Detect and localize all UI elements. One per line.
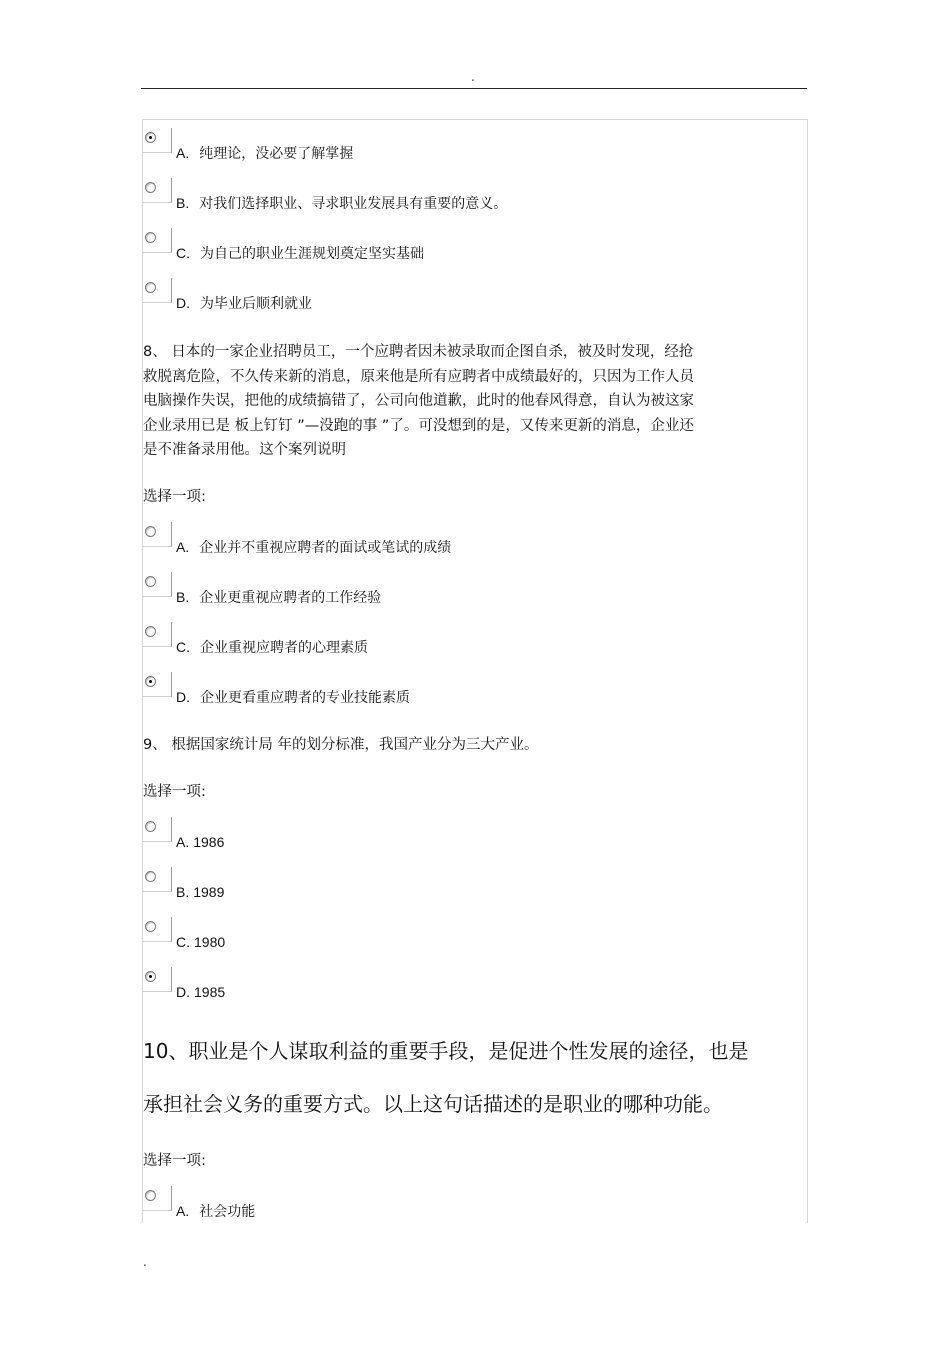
radio-unchecked-icon[interactable] [145,282,156,293]
option-text: 1985 [194,984,226,1000]
radio-frame [143,178,172,203]
q8-line: 救脱离危险，不久传来新的消息，原来他是所有应聘者中成绩最好的，只因为工作人员 [143,368,694,385]
option-text: 企业更重视应聘者的工作经验 [199,590,382,606]
radio-unchecked-icon[interactable] [145,182,156,193]
radio-unchecked-icon[interactable] [145,871,156,882]
radio-unchecked-icon[interactable] [145,1190,156,1201]
option-letter: C. [176,639,190,655]
q10-line: 承担社会义务的重要方式。以上这句话描述的是职业的哪种功能。 [143,1092,723,1116]
option-text: 企业并不重视应聘者的面试或笔试的成绩 [199,540,452,556]
radio-frame [143,128,172,153]
q8-question-text [143,340,694,463]
option-label[interactable] [176,244,424,263]
option-letter: A. [176,145,190,161]
q8-line: 8、 日本的一家企业招聘员工，一个应聘者因未被录取而企图自杀，被及时发现，经抢 [143,344,694,360]
q8-prompt: 选择一项: [143,489,206,505]
q10-line: 10、职业是个人谋取利益的重要手段，是促进个性发展的途径，也是 [143,1039,749,1063]
option-label[interactable] [176,194,507,213]
option-text: 1989 [193,884,225,900]
q10-question-text [143,1025,748,1131]
radio-frame [143,622,172,647]
radio-unchecked-icon[interactable] [145,576,156,587]
option-label[interactable] [176,588,381,607]
q9-prompt: 选择一项: [143,784,206,800]
radio-frame [143,867,172,892]
option-letter: A. [176,539,190,555]
option-letter: A. [176,1203,190,1219]
option-text: 企业更看重应聘者的专业技能素质 [200,690,410,706]
option-text: 企业重视应聘者的心理素质 [200,640,368,656]
option-letter: B. [176,195,190,211]
option-label[interactable] [176,883,224,902]
q8-line: 电脑操作失误，把他的成绩搞错了，公司向他道歉，此时的他春风得意，自认为被这家 [143,393,694,409]
radio-checked-icon[interactable] [145,676,156,687]
option-letter: B. [176,589,190,605]
option-letter: D. [176,689,190,705]
radio-frame [143,1186,172,1211]
option-text: 为毕业后顺利就业 [200,296,312,312]
radio-unchecked-icon[interactable] [145,821,156,832]
q10-prompt: 选择一项: [143,1153,206,1169]
q9-line: 9、 根据国家统计局 年的划分标准，我国产业分为三大产业。 [143,737,539,753]
option-label[interactable] [176,144,353,163]
option-label[interactable] [176,933,225,952]
radio-frame [143,522,172,547]
option-text: 为自己的职业生涯规划奠定坚实基础 [200,246,424,262]
q8-line: 企业录用已是 板上钉钉 ”—没跑的事 ”了。可没想到的是，又传来更新的消息，企业还 [143,417,694,434]
radio-frame [143,572,172,597]
option-letter: C. [176,934,190,950]
option-label[interactable] [176,833,224,852]
option-letter: A. [176,834,190,850]
q9-question-text [143,733,538,758]
radio-frame [143,228,172,253]
radio-unchecked-icon[interactable] [145,232,156,243]
header-mark: . [471,70,475,84]
header-rule [141,88,807,89]
radio-frame [143,967,172,992]
option-label[interactable] [176,688,410,707]
option-text: 纯理论，没必要了解掌握 [199,146,354,162]
radio-checked-icon[interactable] [145,132,156,143]
option-label[interactable] [176,983,225,1002]
radio-unchecked-icon[interactable] [145,526,156,537]
option-letter: D. [176,984,190,1000]
radio-frame [143,817,172,842]
option-label[interactable] [176,538,451,557]
option-label[interactable] [176,294,312,313]
radio-frame [143,917,172,942]
radio-frame [143,278,172,303]
option-letter: D. [176,295,190,311]
footer-mark: . [143,1255,147,1269]
option-text: 对我们选择职业、寻求职业发展具有重要的意义。 [199,196,508,212]
option-text: 1986 [193,834,225,850]
option-text: 1980 [194,934,226,950]
option-letter: C. [176,245,190,261]
option-letter: B. [176,884,190,900]
q8-line: 是不准备录用他。这个案列说明 [143,442,346,458]
option-text: 社会功能 [199,1204,256,1220]
radio-frame [143,672,172,697]
radio-checked-icon[interactable] [145,971,156,982]
option-label[interactable] [176,1202,255,1221]
radio-unchecked-icon[interactable] [145,626,156,637]
radio-unchecked-icon[interactable] [145,921,156,932]
option-label[interactable] [176,638,368,657]
